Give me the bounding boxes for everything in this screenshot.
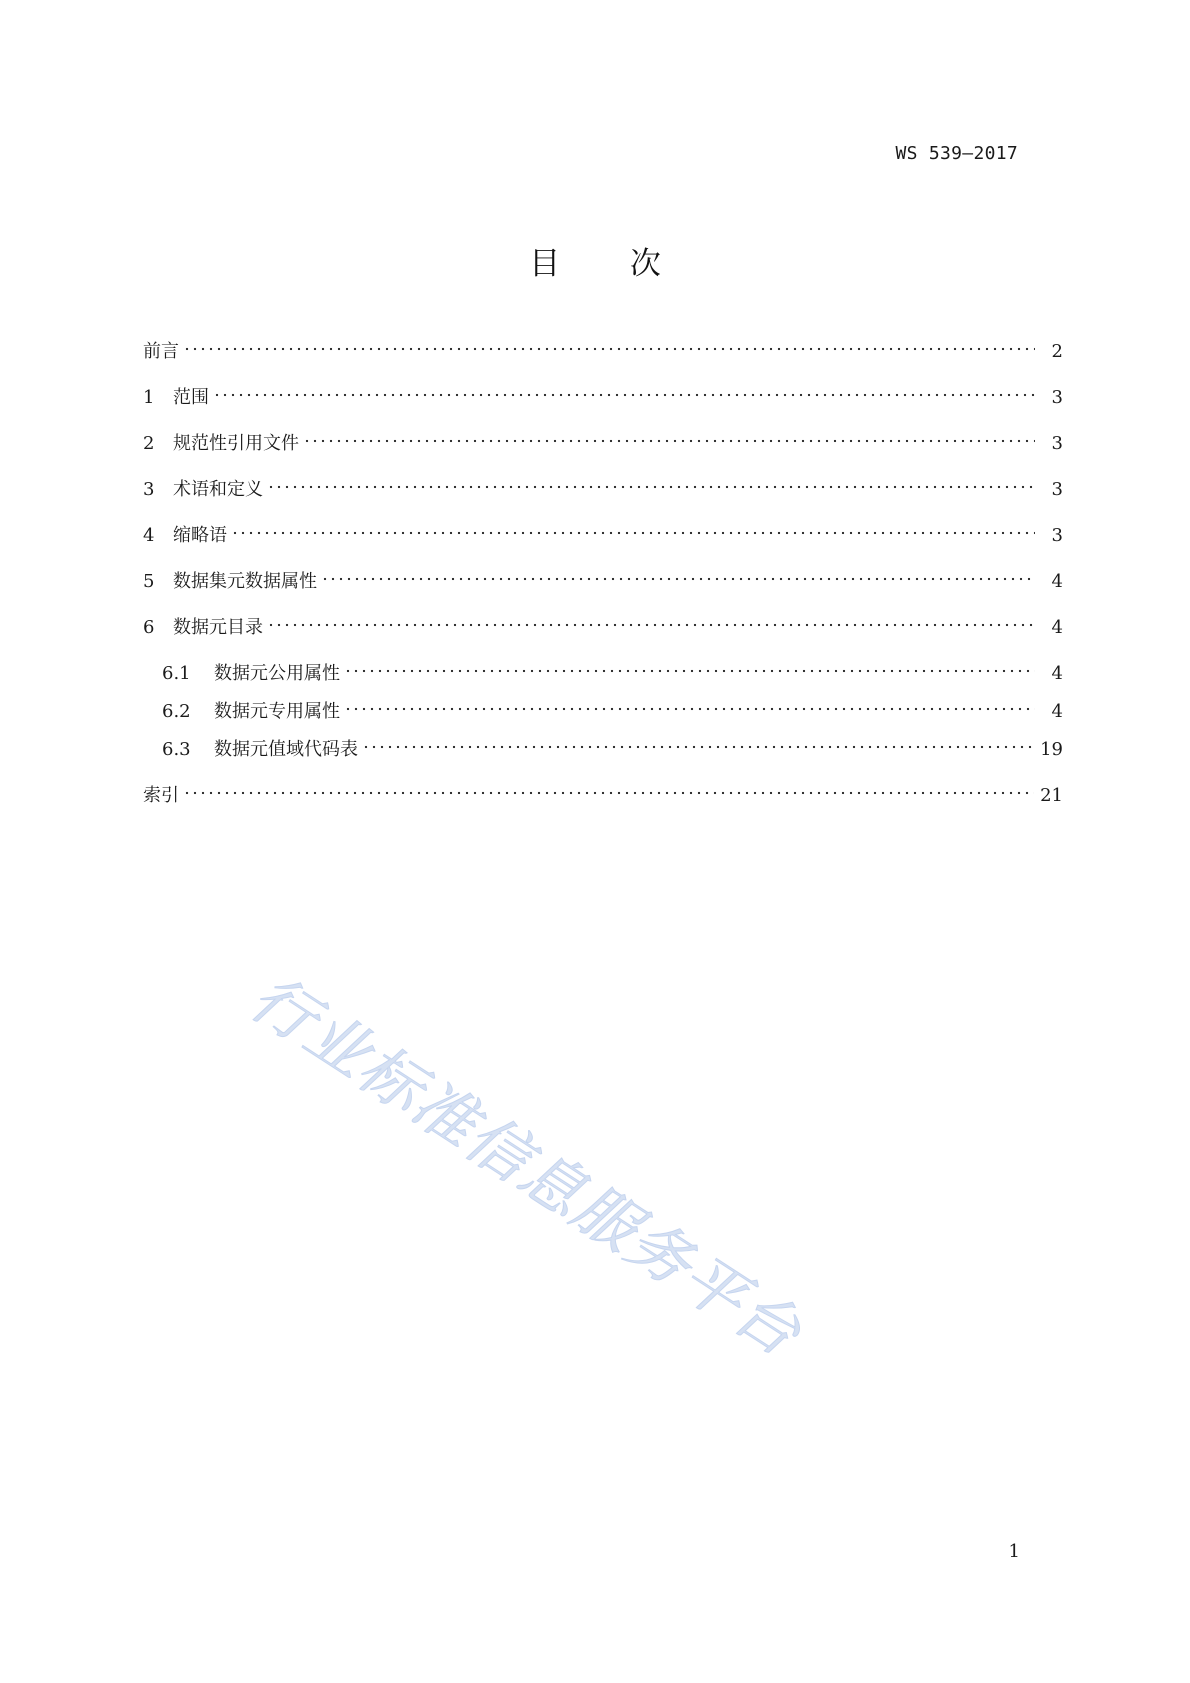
toc-entry-label: 范围 — [173, 387, 209, 408]
toc-entry-label: 前言 — [143, 341, 179, 362]
dot-leader — [213, 383, 1035, 407]
toc-entry-foreword[interactable] — [143, 333, 1063, 364]
dot-leader — [362, 735, 1034, 759]
toc-entry-6-3[interactable] — [143, 731, 1063, 762]
toc-entry-number: 3 — [143, 479, 155, 500]
toc-entry-number: 6.1 — [162, 663, 191, 684]
dot-leader — [183, 337, 1035, 361]
toc-entry-page: 3 — [1051, 479, 1063, 500]
toc-entry-6-2[interactable] — [143, 693, 1063, 724]
watermark: 行业标准信息服务平台 — [238, 960, 815, 1371]
dot-leader — [344, 697, 1035, 721]
dot-leader — [267, 613, 1035, 637]
toc-entry-label: 规范性引用文件 — [173, 433, 299, 454]
dot-leader — [183, 781, 1034, 805]
toc-entry-number: 4 — [143, 525, 155, 546]
dot-leader — [303, 429, 1035, 453]
toc-entry-3[interactable] — [143, 471, 1063, 502]
toc-entry-page: 2 — [1051, 341, 1063, 362]
toc-entry-number: 6.3 — [162, 739, 191, 760]
toc-entry-number: 5 — [143, 571, 155, 592]
toc-entry-page: 3 — [1051, 525, 1063, 546]
toc-entry-6[interactable] — [143, 609, 1063, 640]
toc-entry-4[interactable] — [143, 517, 1063, 548]
toc-entry-page: 4 — [1051, 571, 1063, 592]
toc-entry-5[interactable] — [143, 563, 1063, 594]
toc-entry-page: 3 — [1051, 433, 1063, 454]
toc-entry-label: 数据元公用属性 — [214, 663, 340, 684]
toc-entry-number: 6 — [143, 617, 155, 638]
toc-entry-label: 数据集元数据属性 — [173, 571, 317, 592]
toc-entry-page: 4 — [1051, 617, 1063, 638]
toc-entry-label: 数据元专用属性 — [214, 701, 340, 722]
dot-leader — [321, 567, 1035, 591]
toc-entry-page: 3 — [1051, 387, 1063, 408]
toc-entry-2[interactable] — [143, 425, 1063, 456]
toc-entry-index[interactable] — [143, 777, 1063, 808]
toc-entry-label: 缩略语 — [173, 525, 227, 546]
toc-entry-label: 索引 — [143, 785, 179, 806]
toc-entry-6-1[interactable] — [143, 655, 1063, 686]
dot-leader — [267, 475, 1035, 499]
toc-entry-page: 21 — [1040, 785, 1063, 806]
toc-entry-page: 4 — [1051, 663, 1063, 684]
toc-entry-label: 数据元目录 — [173, 617, 263, 638]
page-title: 目 次 — [529, 246, 691, 282]
standard-code: WS 539—2017 — [895, 143, 1018, 164]
dot-leader — [231, 521, 1035, 545]
toc-entry-page: 19 — [1040, 739, 1063, 760]
toc-entry-label: 数据元值域代码表 — [214, 739, 358, 760]
toc-entry-number: 1 — [143, 387, 155, 408]
dot-leader — [344, 659, 1035, 683]
table-of-contents — [143, 333, 1063, 823]
toc-entry-number: 6.2 — [162, 701, 191, 722]
toc-entry-page: 4 — [1051, 701, 1063, 722]
toc-entry-number: 2 — [143, 433, 155, 454]
toc-entry-label: 术语和定义 — [173, 479, 263, 500]
page-number: 1 — [1008, 1541, 1020, 1562]
toc-entry-1[interactable] — [143, 379, 1063, 410]
